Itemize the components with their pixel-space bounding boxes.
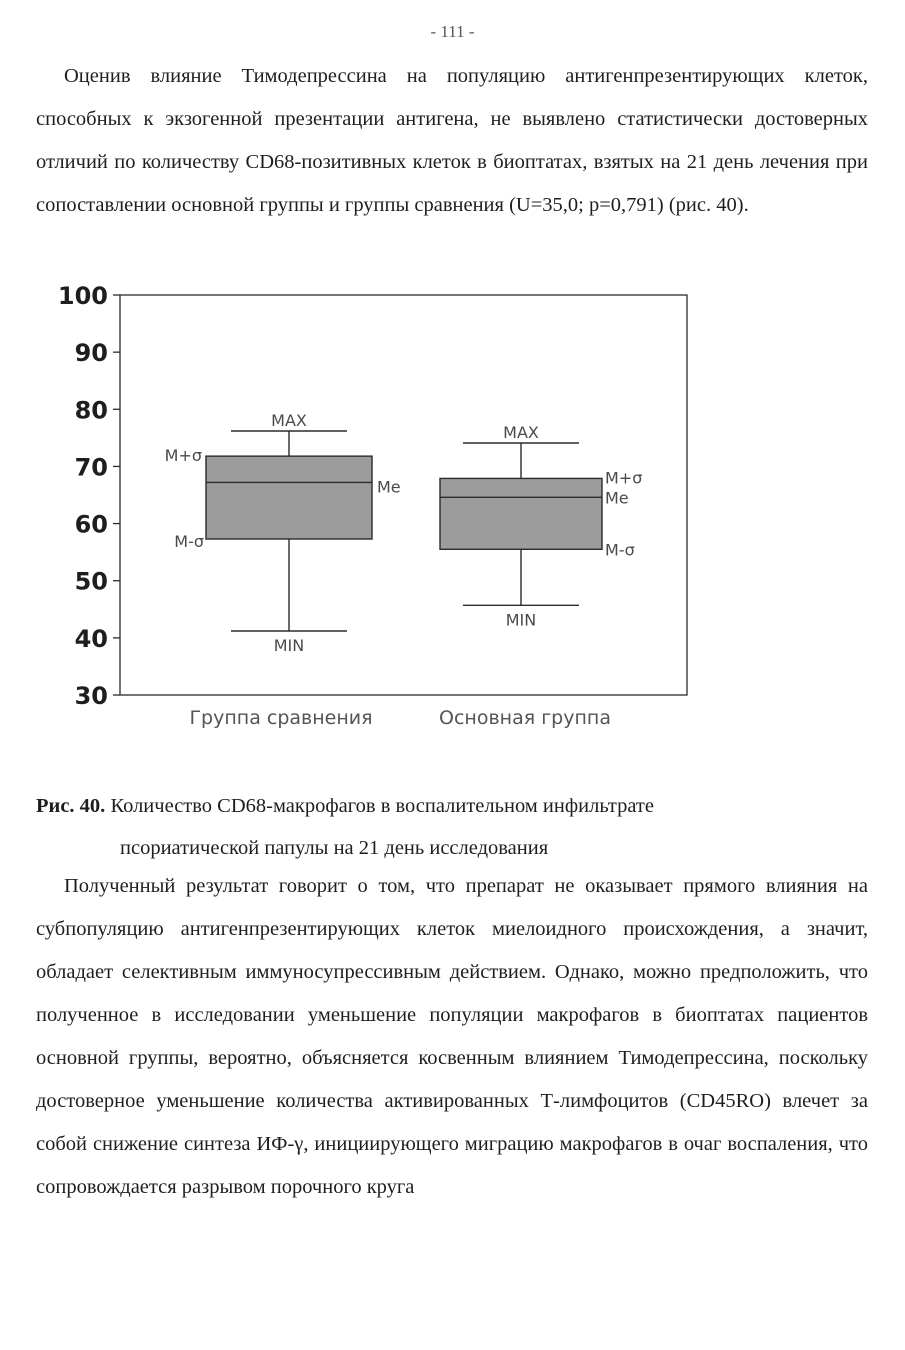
y-tick-label: 50 — [74, 567, 108, 596]
boxplot-figure — [0, 282, 905, 742]
figure-caption-text-line1: Количество CD68-макрофагов в воспалительном инфильтрате — [110, 795, 654, 817]
figure-caption-label: Рис. 40. — [36, 795, 106, 817]
label-m-minus-sigma: M-σ — [174, 532, 204, 551]
paragraph-discussion: Полученный результат говорит о том, что препарат не оказывает прямого влияния на субпопуляцию антигенпрезентирующих клеток миелоидного происхождения, а значит, обладает селективным иммуносупрессивным действием. Однако, можно предположить, что полученное в исследовании уменьшение популяции макрофагов в биоптатах пациентов основной группы, вероятно, объясняется косвенным влиянием Тимодепрессина, поскольку достоверное уменьшение количества активированных Т-лимфоцитов (CD45RO) влечет за собой снижение синтеза ИФ-γ, инициирующего миграцию макрофагов в очаг воспаления, что сопровождается разрывом порочного круга — [36, 875, 868, 1198]
boxplot-chart — [0, 282, 905, 742]
figure-caption-text-line2: псориатической папулы на 21 день исследования — [120, 837, 549, 859]
box-iqr — [206, 456, 372, 539]
y-tick-label: 70 — [74, 453, 108, 482]
label-m-plus-sigma: M+σ — [164, 446, 202, 466]
page-number: - 111 - — [430, 22, 475, 41]
label-m-minus-sigma: M-σ — [605, 540, 635, 560]
label-min: MIN — [273, 636, 305, 655]
label-min: MIN — [505, 610, 537, 630]
y-tick-label: 40 — [74, 624, 108, 653]
box-iqr — [440, 478, 602, 549]
x-category-label: Группа сравнения — [189, 707, 373, 729]
y-tick-label: 80 — [74, 396, 108, 425]
y-tick-label: 90 — [74, 339, 108, 368]
y-tick-label: 30 — [74, 682, 108, 710]
y-tick-label: 100 — [57, 282, 108, 310]
x-category-label: Основная группа — [439, 707, 611, 729]
label-median: Me — [377, 477, 401, 497]
label-max: MAX — [271, 411, 307, 430]
label-median: Me — [605, 488, 629, 508]
figure-caption — [36, 785, 876, 869]
paragraph-intro: Оценив влияние Тимодепрессина на популяцию антигенпрезентирующих клеток, способных к экзогенной презентации антигена, не выявлено статистически достоверных отличий по количеству CD68-позитивных клеток в биоптатах, взятых на 21 день лечения при сопоставлении основной группы и группы сравнения (U=35,0; p=0,791) (рис. 40). — [36, 65, 868, 216]
label-m-plus-sigma: M+σ — [605, 468, 643, 488]
y-tick-label: 60 — [74, 510, 108, 539]
label-max: MAX — [503, 423, 539, 442]
